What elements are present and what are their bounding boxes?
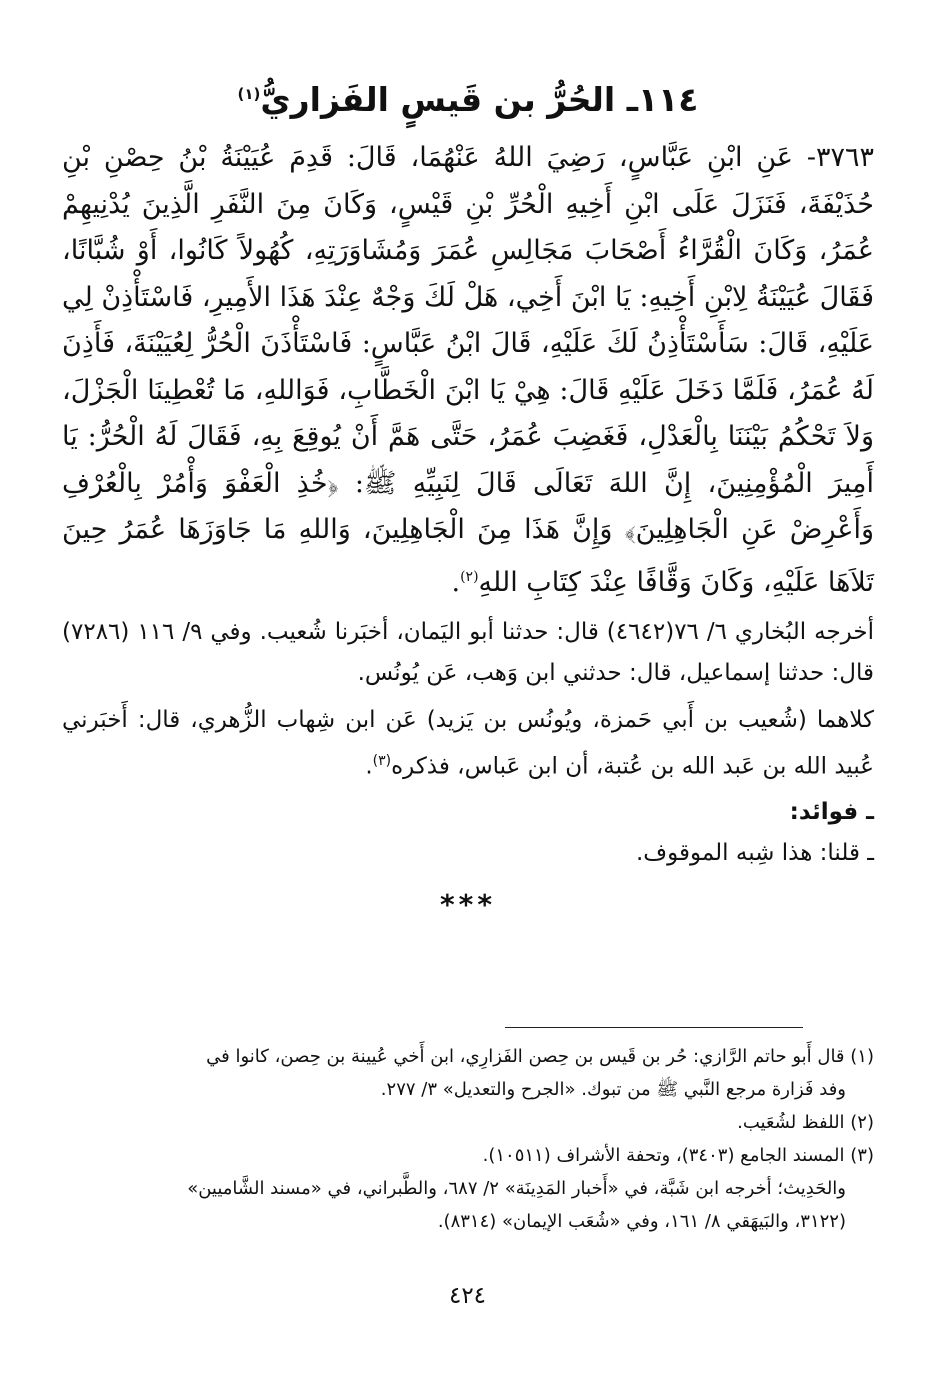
page-number: ٤٢٤ — [448, 1283, 487, 1309]
footnotes — [62, 1040, 874, 1238]
benefits-item: ـ قلنا: هذا شِبه الموقوف. — [635, 839, 874, 866]
chapter-heading — [62, 80, 874, 119]
footnote-ref-2: (٢) — [460, 568, 479, 585]
footnote-3: (٣) المسند الجامع (٣٤٠٣)، وتحفة الأشراف (١٠٥١١). — [482, 1145, 874, 1166]
footnote-divider — [505, 1027, 803, 1028]
hadith-text — [62, 135, 874, 606]
footnote-3-continuation-2: (٣١٢٢، والبَيهَقي ٨/ ١٦١، وفي «شُعَب الإيمان» (٨٣١٤). — [437, 1211, 846, 1232]
footnote-1: (١) قال أَبو حاتم الرَّازي: حُر بن قَيس بن حِصن الفَزارِي، ابن أَخي عُيينة بن حِصن، كانوا في — [206, 1046, 874, 1067]
hadith-end: . — [451, 566, 461, 598]
footnote-1-continuation: وفد فَزارة مرجع النَّبي ﷺ من تبوك. «الجرح والتعديل» ٣/ ٢٧٧. — [380, 1079, 846, 1100]
benefits-section — [62, 792, 874, 874]
hadith-body: ٣٧٦٣- عَنِ ابْنِ عَبَّاسٍ، رَضِيَ اللهُ عَنْهُمَا، قَالَ: قَدِمَ عُيَيْنَةُ بْنُ حِصْنِ بْنِ حُذَيْفَةَ، فَنَزَلَ عَلَى ابْنِ أَخِيهِ الْحُرِّ بْنِ قَيْسٍ، وَكَانَ مِنَ النَّفَرِ الَّذِينَ يُدْنِيهِمْ عُمَرُ، وَكَانَ الْقُرَّاءُ أَصْحَابَ مَجَالِسِ عُمَرَ وَمُشَاوَرَتِهِ، كُهُولاً كَانُوا، أَوْ شُبَّانًا، فَقَالَ عُيَيْنَةُ لِابْنِ أَخِيهِ: يَا ابْنَ أَخِي، هَلْ لَكَ وَجْهٌ عِنْدَ هَذَا الأَمِيرِ، فَاسْتَأْذِنْ لِي عَلَيْهِ، قَالَ: سَأَسْتَأْذِنُ لَكَ عَلَيْهِ، قَالَ ابْنُ عَبَّاسٍ: فَاسْتَأْذَنَ الْحُرُّ لِعُيَيْنَةَ، فَأَذِنَ لَهُ عُمَرُ، فَلَمَّا دَخَلَ عَلَيْهِ قَالَ: هِيْ يَا ابْنَ الْخَطَّابِ، فَوَاللهِ، مَا تُعْطِينَا الْجَزْلَ، وَلاَ تَحْكُمُ بَيْنَنَا بِالْعَدْلِ، فَغَضِبَ عُمَرُ، حَتَّى هَمَّ أَنْ يُوقِعَ بِهِ، فَقَالَ لَهُ الْحُرُّ: يَا أَمِيرَ الْمُؤْمِنِينَ، إِنَّ اللهَ تَعَالَى قَالَ لِنَبِيِّهِ ﷺ: ﴿خُذِ الْعَفْوَ وَأْمُرْ بِالْعُرْفِ وَأَعْرِضْ عَنِ الْجَاهِلِينَ﴾ وَإِنَّ هَذَا مِنَ الْجَاهِلِينَ، وَاللهِ مَا جَاوَزَهَا عُمَرُ حِينَ تَلاَهَا عَلَيْهِ، وَكَانَ وَقَّافًا عِنْدَ كِتَابِ اللهِ — [62, 142, 874, 598]
chapter-title: ١١٤ـ الحُرُّ بن قَيسٍ الفَزاريُّ — [260, 80, 699, 119]
page-body — [62, 80, 874, 921]
benefits-title: ـ فوائد: — [789, 798, 874, 825]
footnote-2: (٢) اللفظ لشُعَيب. — [737, 1112, 874, 1133]
takhrij-paragraph-2 — [62, 700, 874, 788]
footnote-ref-3: (٣) — [372, 753, 392, 769]
footnote-ref-1: (١) — [237, 85, 261, 103]
takhrij-paragraph-2-text: كلاهما (شُعيب بن أَبي حَمزة، ويُونُس بن يَزيد) عَن ابن شِهاب الزُّهري، قال: أَخبَرني عُبيد الله بن عَبد الله بن عُتبة، أن ابن عَباس، فذكره — [62, 707, 874, 780]
section-separator: *** — [440, 887, 496, 921]
footnote-3-continuation-1: والحَدِيث؛ أخرجه ابن شَبَّة، في «أَخبار المَدِينَة» ٢/ ٦٨٧، والطَّبراني، في «مسند الشَّاميين» — [187, 1178, 846, 1199]
takhrij-paragraph-1: أخرجه البُخاري ٦/ ٧٦(٤٦٤٢) قال: حدثنا أبو اليَمان، أخبَرنا شُعيب. وفي ٩/ ١١٦ (٧٢٨٦) قال: حدثنا إسماعيل، قال: حدثني ابن وَهب، عَن يُونُس. — [62, 619, 874, 686]
takhrij-paragraph-2-end: . — [365, 753, 373, 780]
